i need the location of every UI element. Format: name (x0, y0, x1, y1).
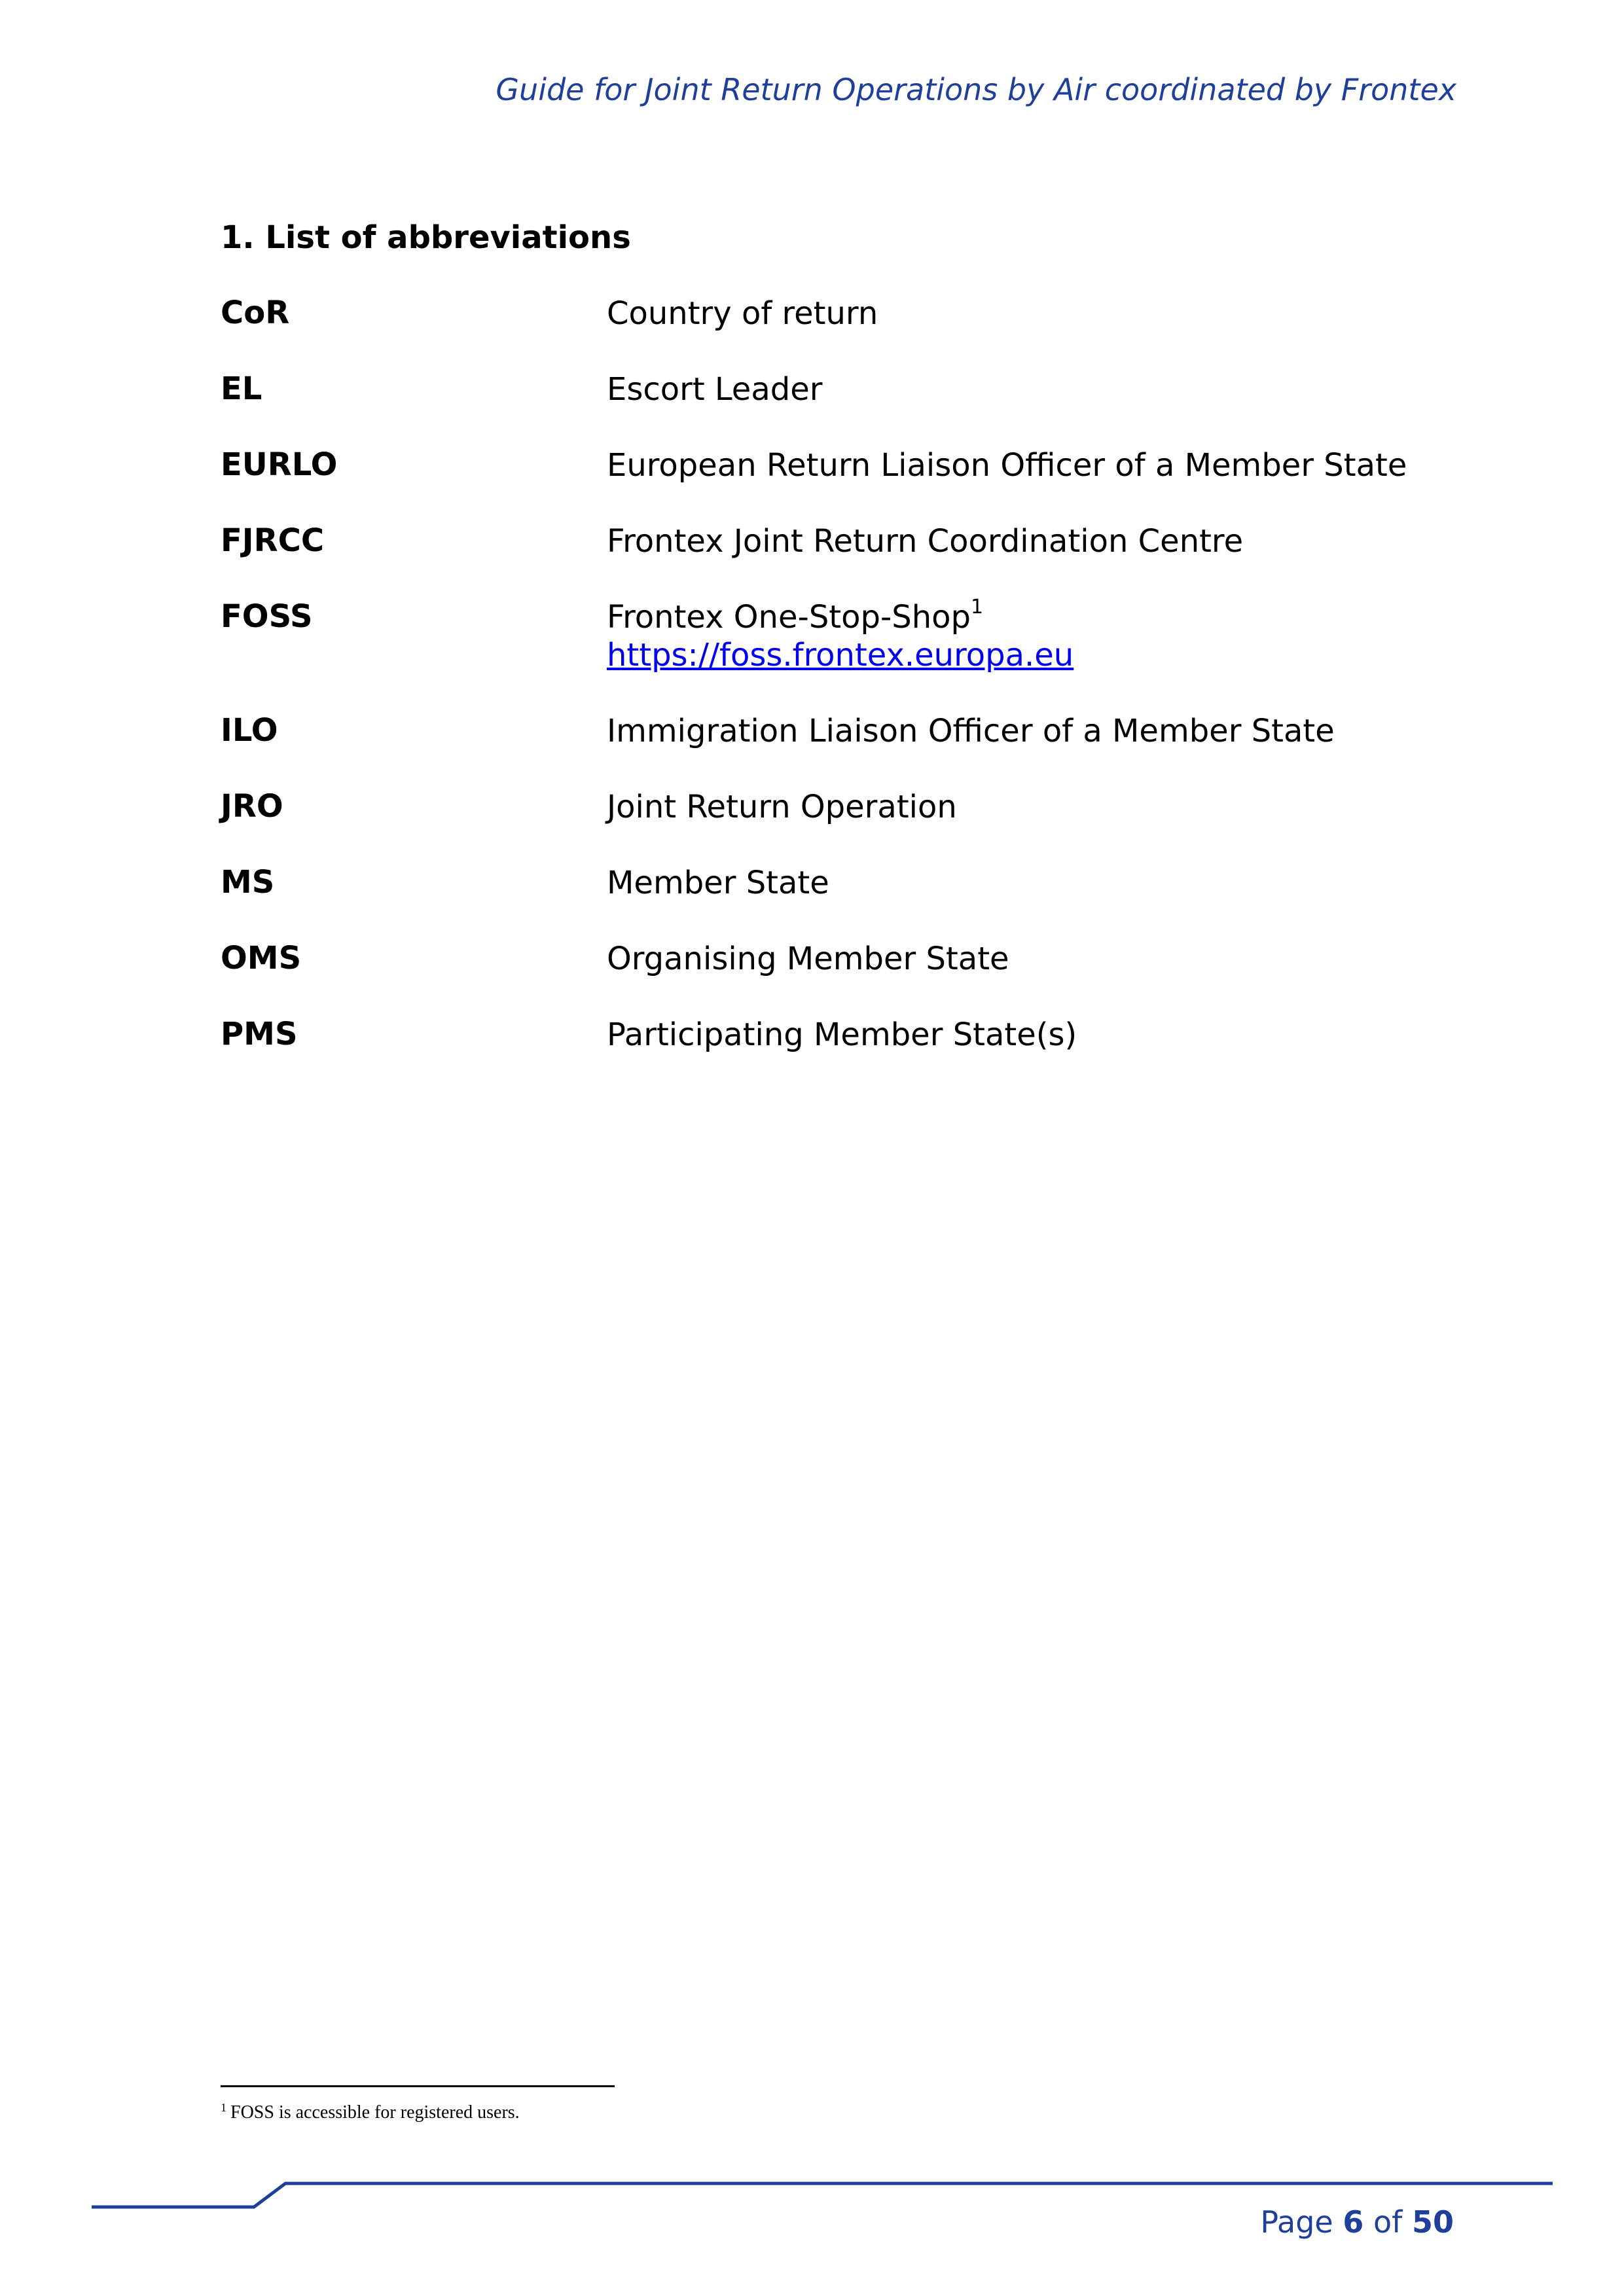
abbreviation-term: EL (221, 370, 262, 407)
abbreviation-definition: Joint Return Operation (607, 789, 957, 825)
page-label: Page (1260, 2204, 1333, 2240)
abbreviation-definition: Participating Member State(s) (607, 1016, 1077, 1053)
page-total: 50 (1411, 2204, 1454, 2240)
abbreviation-term: OMS (221, 940, 302, 977)
footnote-reference[interactable]: 1 (970, 596, 984, 619)
page-current: 6 (1343, 2204, 1364, 2240)
abbreviation-term: CoR (221, 295, 290, 331)
running-header: Guide for Joint Return Operations by Air coordinated by Frontex (496, 72, 1456, 107)
footnote-text: FOSS is accessible for registered users. (230, 2102, 520, 2123)
abbreviation-definition: Immigration Liaison Officer of a Member State (607, 713, 1335, 749)
section-title: 1. List of abbreviations (221, 219, 631, 256)
abbreviation-term: EURLO (221, 446, 338, 483)
abbreviation-definition: Frontex Joint Return Coordination Centre (607, 523, 1244, 560)
abbreviation-term: MS (221, 864, 275, 901)
footer-line-path (92, 2183, 1553, 2207)
abbreviation-term: JRO (221, 788, 283, 825)
page-of: of (1373, 2204, 1403, 2240)
abbreviation-definition: Country of return (607, 295, 878, 332)
foss-link[interactable]: https://foss.frontex.europa.eu (607, 637, 1074, 673)
abbreviation-definition: European Return Liaison Officer of a Member State (607, 447, 1407, 484)
page-number (1260, 2204, 1454, 2240)
footnote-marker: 1 (221, 2101, 226, 2114)
abbreviation-definition: Member State (607, 865, 829, 901)
abbreviation-term: FOSS (221, 598, 313, 635)
abbreviation-term: FJRCC (221, 522, 325, 559)
abbreviation-definition: Escort Leader (607, 371, 823, 408)
abbreviation-definition: Frontex One-Stop-Shop (607, 599, 971, 636)
abbreviation-term: PMS (221, 1016, 298, 1052)
abbreviation-term: ILO (221, 712, 278, 749)
abbreviation-definition: Organising Member State (607, 941, 1009, 977)
